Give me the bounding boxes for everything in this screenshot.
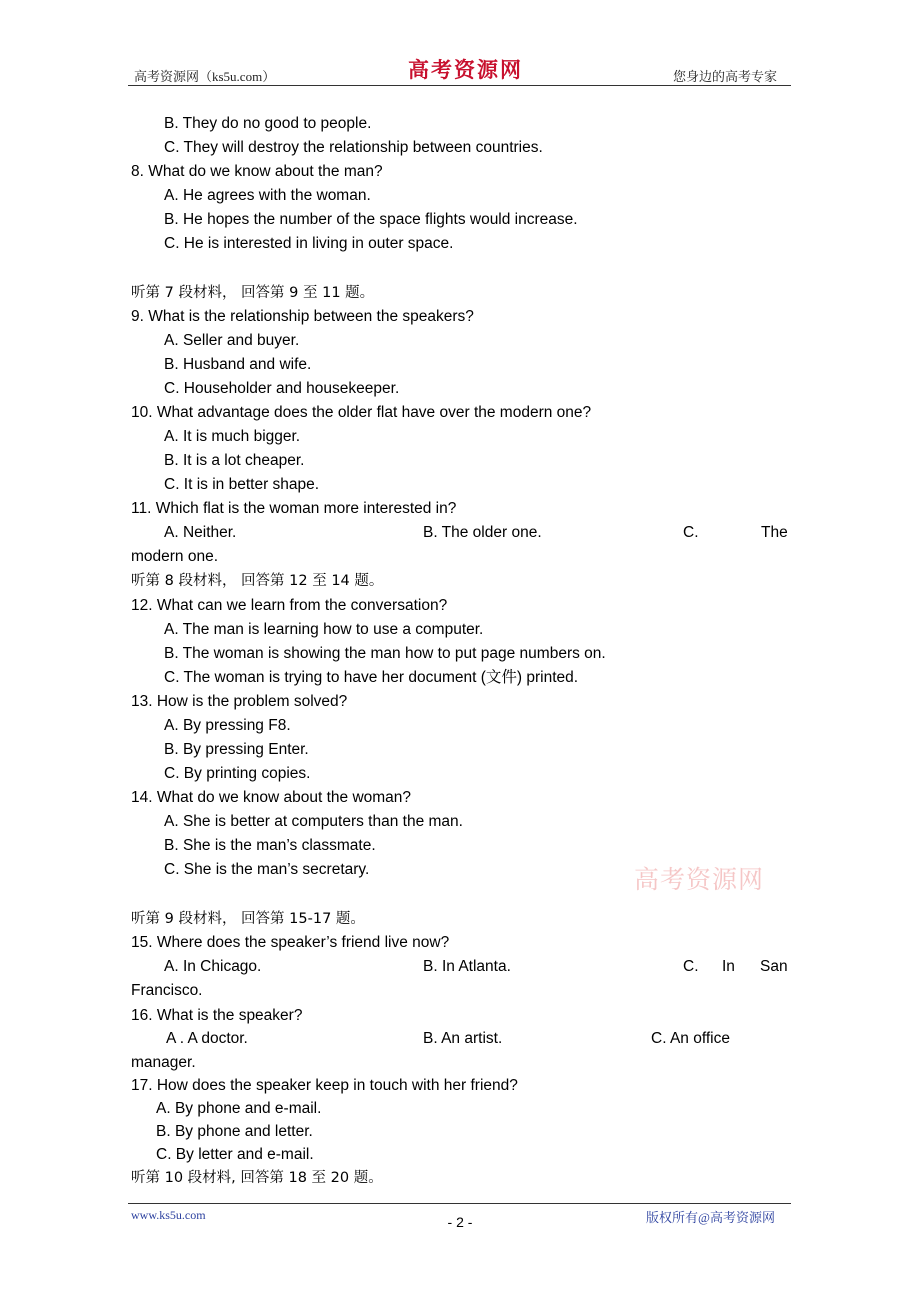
option-text: C. It is in better shape. [164,476,320,493]
option-text: A. He agrees with the woman. [164,187,371,204]
option-text: In [722,958,735,975]
question-16: 16. What is the speaker? [131,1007,303,1024]
header-logo: 高考资源网 [408,57,523,82]
question-10: 10. What advantage does the older flat have over the modern one? [131,404,592,421]
option-text: B. The woman is showing the man how to put page numbers on. [164,645,606,662]
option-text: B. By phone and letter. [156,1123,313,1140]
option-text: B. The older one. [423,524,542,541]
option-text: A. By phone and e-mail. [156,1100,322,1117]
option-text: B. She is the man’s classmate. [164,837,376,854]
question-17: 17. How does the speaker keep in touch with her friend? [131,1077,518,1094]
option-text: A. Seller and buyer. [164,332,300,349]
header-site-name: 高考资源网（ks5u.com） [134,69,276,84]
option-text: A. The man is learning how to use a computer. [164,621,484,638]
footer-copyright: 版权所有@高考资源网 [646,1210,775,1225]
option-text: B. It is a lot cheaper. [164,452,305,469]
option-text: A. It is much bigger. [164,428,301,445]
option-text: A. She is better at computers than the man. [164,813,463,830]
option-text: B. An artist. [423,1030,503,1047]
option-text: C. He is interested in living in outer space. [164,235,454,252]
question-15: 15. Where does the speaker’s friend live now? [131,934,450,951]
option-text: C. By letter and e-mail. [156,1146,314,1163]
footer-site-link[interactable]: www.ks5u.com [131,1208,206,1222]
question-9: 9. What is the relationship between the speakers? [131,308,474,325]
option-text: C. The woman is trying to have her document (文件) printed. [164,669,579,686]
option-text: B. They do no good to people. [164,115,372,132]
option-text: San [760,958,788,975]
header-slogan: 您身边的高考专家 [673,69,778,84]
section-instruction: 听第 9 段材料， 回答第 15-17 题。 [131,911,365,927]
option-text: Francisco. [131,982,203,999]
section-instruction: 听第 7 段材料， 回答第 9 至 11 题。 [131,285,375,301]
header-divider [128,85,791,86]
question-8: 8. What do we know about the man? [131,163,383,180]
option-text: A. In Chicago. [164,958,262,975]
option-text: A . A doctor. [166,1030,248,1047]
option-text: modern one. [131,548,219,565]
question-11: 11. Which flat is the woman more interested in? [131,500,457,517]
option-text: B. He hopes the number of the space flights would increase. [164,211,578,228]
section-instruction: 听第 10 段材料, 回答第 18 至 20 题。 [131,1170,383,1186]
watermark-logo: 高考资源网 [634,865,765,894]
option-text: The [761,524,788,541]
option-text: C. By printing copies. [164,765,311,782]
option-text: manager. [131,1054,196,1071]
option-text: B. By pressing Enter. [164,741,309,758]
option-text: B. In Atlanta. [423,958,511,975]
page-number: - 2 - [447,1214,473,1230]
section-instruction: 听第 8 段材料， 回答第 12 至 14 题。 [131,573,384,589]
option-text: C. [683,958,699,975]
question-14: 14. What do we know about the woman? [131,789,412,806]
option-text: B. Husband and wife. [164,356,312,373]
option-text: A. By pressing F8. [164,717,291,734]
question-13: 13. How is the problem solved? [131,693,348,710]
option-text: C. An office [651,1030,730,1047]
question-12: 12. What can we learn from the conversation? [131,597,448,614]
option-text: C. Householder and housekeeper. [164,380,400,397]
option-text: C. [683,524,699,541]
option-text: C. She is the man’s secretary. [164,861,370,878]
option-text: A. Neither. [164,524,237,541]
footer-divider [128,1203,791,1204]
option-text: C. They will destroy the relationship between countries. [164,139,543,156]
